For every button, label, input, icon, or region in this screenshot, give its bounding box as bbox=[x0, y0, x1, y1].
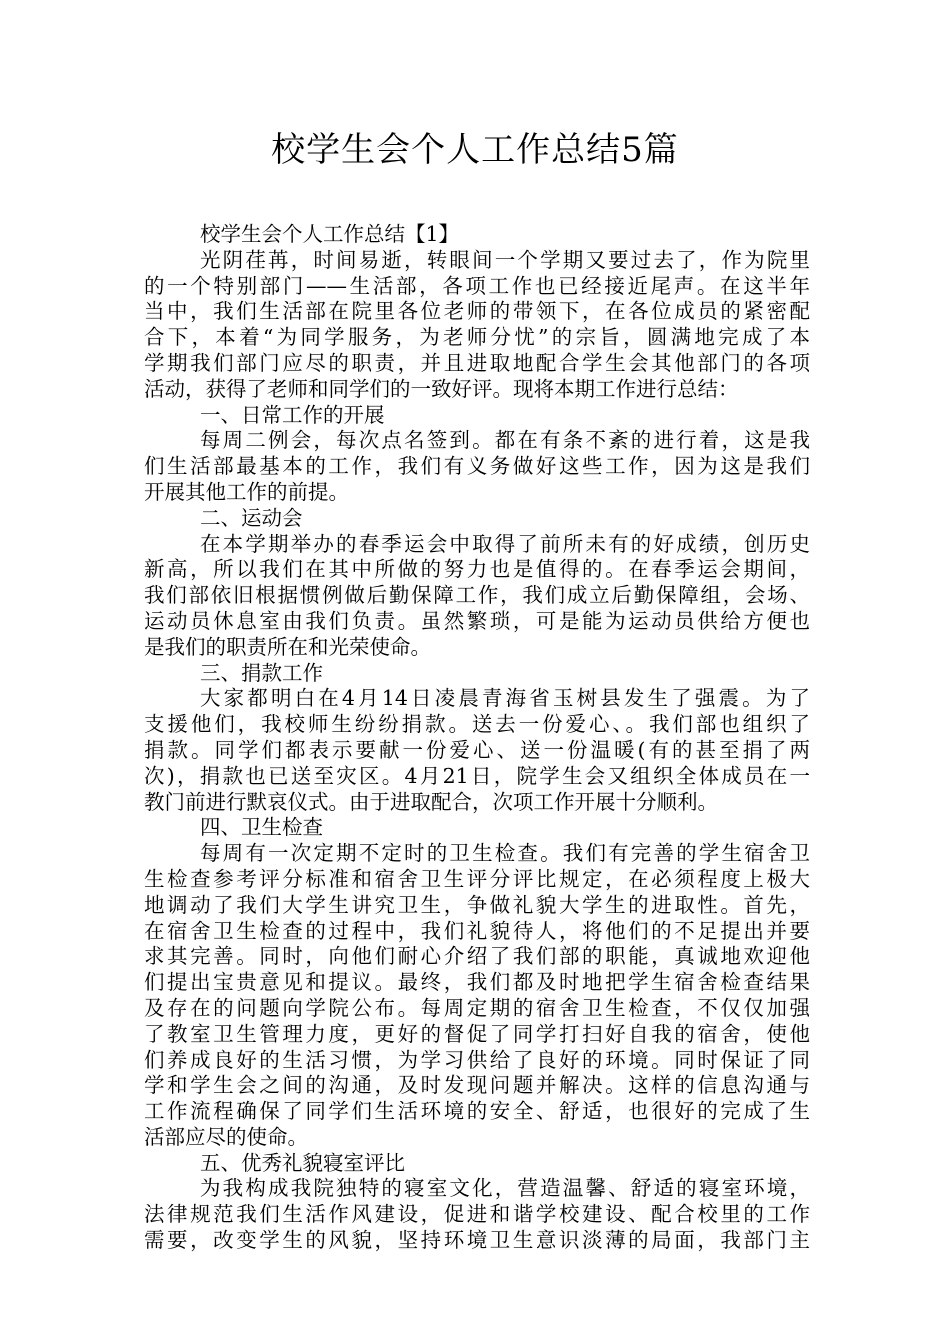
paragraph-line: 是我们的职责所在和光荣使命。 bbox=[144, 634, 431, 659]
section-heading: 一、日常工作的开展 bbox=[200, 402, 385, 427]
paragraph-line: 当中，我们生活部在院里各位老师的带领下，在各位成员的紧密配 bbox=[144, 299, 810, 324]
paragraph-line: 法律规范我们生活作风建设，促进和谐学校建设、配合校里的工作 bbox=[144, 1202, 810, 1227]
section-heading: 校学生会个人工作总结【1】 bbox=[200, 222, 460, 246]
section-heading: 三、捐款工作 bbox=[200, 660, 323, 685]
paragraph-line: 为我构成我院独特的寝室文化，营造温馨、舒适的寝室环境， bbox=[200, 1176, 810, 1201]
paragraph-line: 合下，本着“为同学服务，为老师分忧”的宗旨，圆满地完成了本 bbox=[144, 325, 810, 350]
paragraph-line: 们提出宝贵意见和提议。最终，我们都及时地把学生宿舍检查结果 bbox=[144, 970, 810, 995]
paragraph-line: 开展其他工作的前提。 bbox=[144, 479, 349, 504]
paragraph-line: 学期我们部门应尽的职责，并且进取地配合学生会其他部门的各项 bbox=[144, 350, 810, 375]
paragraph-line: 们生活部最基本的工作，我们有义务做好这些工作，因为这是我们 bbox=[144, 454, 810, 479]
paragraph-line: 活部应尽的使命。 bbox=[144, 1124, 308, 1149]
paragraph-line: 捐款。同学们都表示要献一份爱心、送一份温暖(有的甚至捐了两 bbox=[144, 737, 810, 762]
paragraph-line: 生检查参考评分标准和宿舍卫生评分评比规定，在必须程度上极大 bbox=[144, 866, 810, 891]
paragraph-line: 支援他们，我校师生纷纷捐款。送去一份爱心、。我们部也组织了 bbox=[144, 712, 810, 737]
paragraph-line: 求其完善。同时，向他们耐心介绍了我们部的职能，真诚地欢迎他 bbox=[144, 944, 810, 969]
paragraph-line: 们养成良好的生活习惯，为学习供给了良好的环境。同时保证了同 bbox=[144, 1047, 810, 1072]
paragraph-line: 地调动了我们大学生讲究卫生，争做礼貌大学生的进取性。首先， bbox=[144, 892, 810, 917]
section-heading: 五、优秀礼貌寝室评比 bbox=[200, 1150, 405, 1175]
document-body bbox=[144, 222, 810, 1254]
paragraph-line: 及存在的问题向学院公布。每周定期的宿舍卫生检查，不仅仅加强 bbox=[144, 995, 810, 1020]
paragraph-line: 的一个特别部门——生活部，各项工作也已经接近尾声。在这半年 bbox=[144, 273, 810, 298]
paragraph-line: 每周二例会，每次点名签到。都在有条不紊的进行着，这是我 bbox=[200, 428, 810, 453]
paragraph-line: 活动，获得了老师和同学们的一致好评。现将本期工作进行总结： bbox=[144, 376, 739, 401]
section-heading: 四、卫生检查 bbox=[200, 815, 323, 840]
paragraph-line: 教门前进行默哀仪式。由于进取配合，次项工作开展十分顺利。 bbox=[144, 789, 718, 814]
section-heading: 二、运动会 bbox=[200, 505, 303, 530]
paragraph-line: 我们部依旧根据惯例做后勤保障工作，我们成立后勤保障组，会场、 bbox=[144, 583, 810, 608]
paragraph-line: 需要，改变学生的风貌，坚持环境卫生意识淡薄的局面，我部门主 bbox=[144, 1228, 810, 1253]
paragraph-line: 在本学期举办的春季运会中取得了前所未有的好成绩，创历史 bbox=[200, 531, 810, 556]
document-title: 校学生会个人工作总结5篇 bbox=[271, 130, 679, 170]
paragraph-line: 运动员休息室由我们负责。虽然繁琐，可是能为运动员供给方便也 bbox=[144, 608, 810, 633]
paragraph-line: 了教室卫生管理力度，更好的督促了同学打扫好自我的宿舍，使他 bbox=[144, 1021, 810, 1046]
paragraph-line: 新高，所以我们在其中所做的努力也是值得的。在春季运会期间， bbox=[144, 557, 810, 582]
paragraph-line: 大家都明白在4月14日凌晨青海省玉树县发生了强震。为了 bbox=[200, 686, 810, 711]
paragraph-line: 工作流程确保了同学们生活环境的安全、舒适，也很好的完成了生 bbox=[144, 1099, 810, 1124]
paragraph-line: 次)，捐款也已送至灾区。4月21日，院学生会又组织全体成员在一 bbox=[144, 763, 810, 788]
paragraph-line: 光阴荏苒，时间易逝，转眼间一个学期又要过去了，作为院里 bbox=[200, 247, 810, 272]
paragraph-line: 每周有一次定期不定时的卫生检查。我们有完善的学生宿舍卫 bbox=[200, 841, 810, 866]
paragraph-line: 在宿舍卫生检查的过程中，我们礼貌待人，将他们的不足提出并要 bbox=[144, 918, 810, 943]
paragraph-line: 学和学生会之间的沟通，及时发现问题并解决。这样的信息沟通与 bbox=[144, 1073, 810, 1098]
